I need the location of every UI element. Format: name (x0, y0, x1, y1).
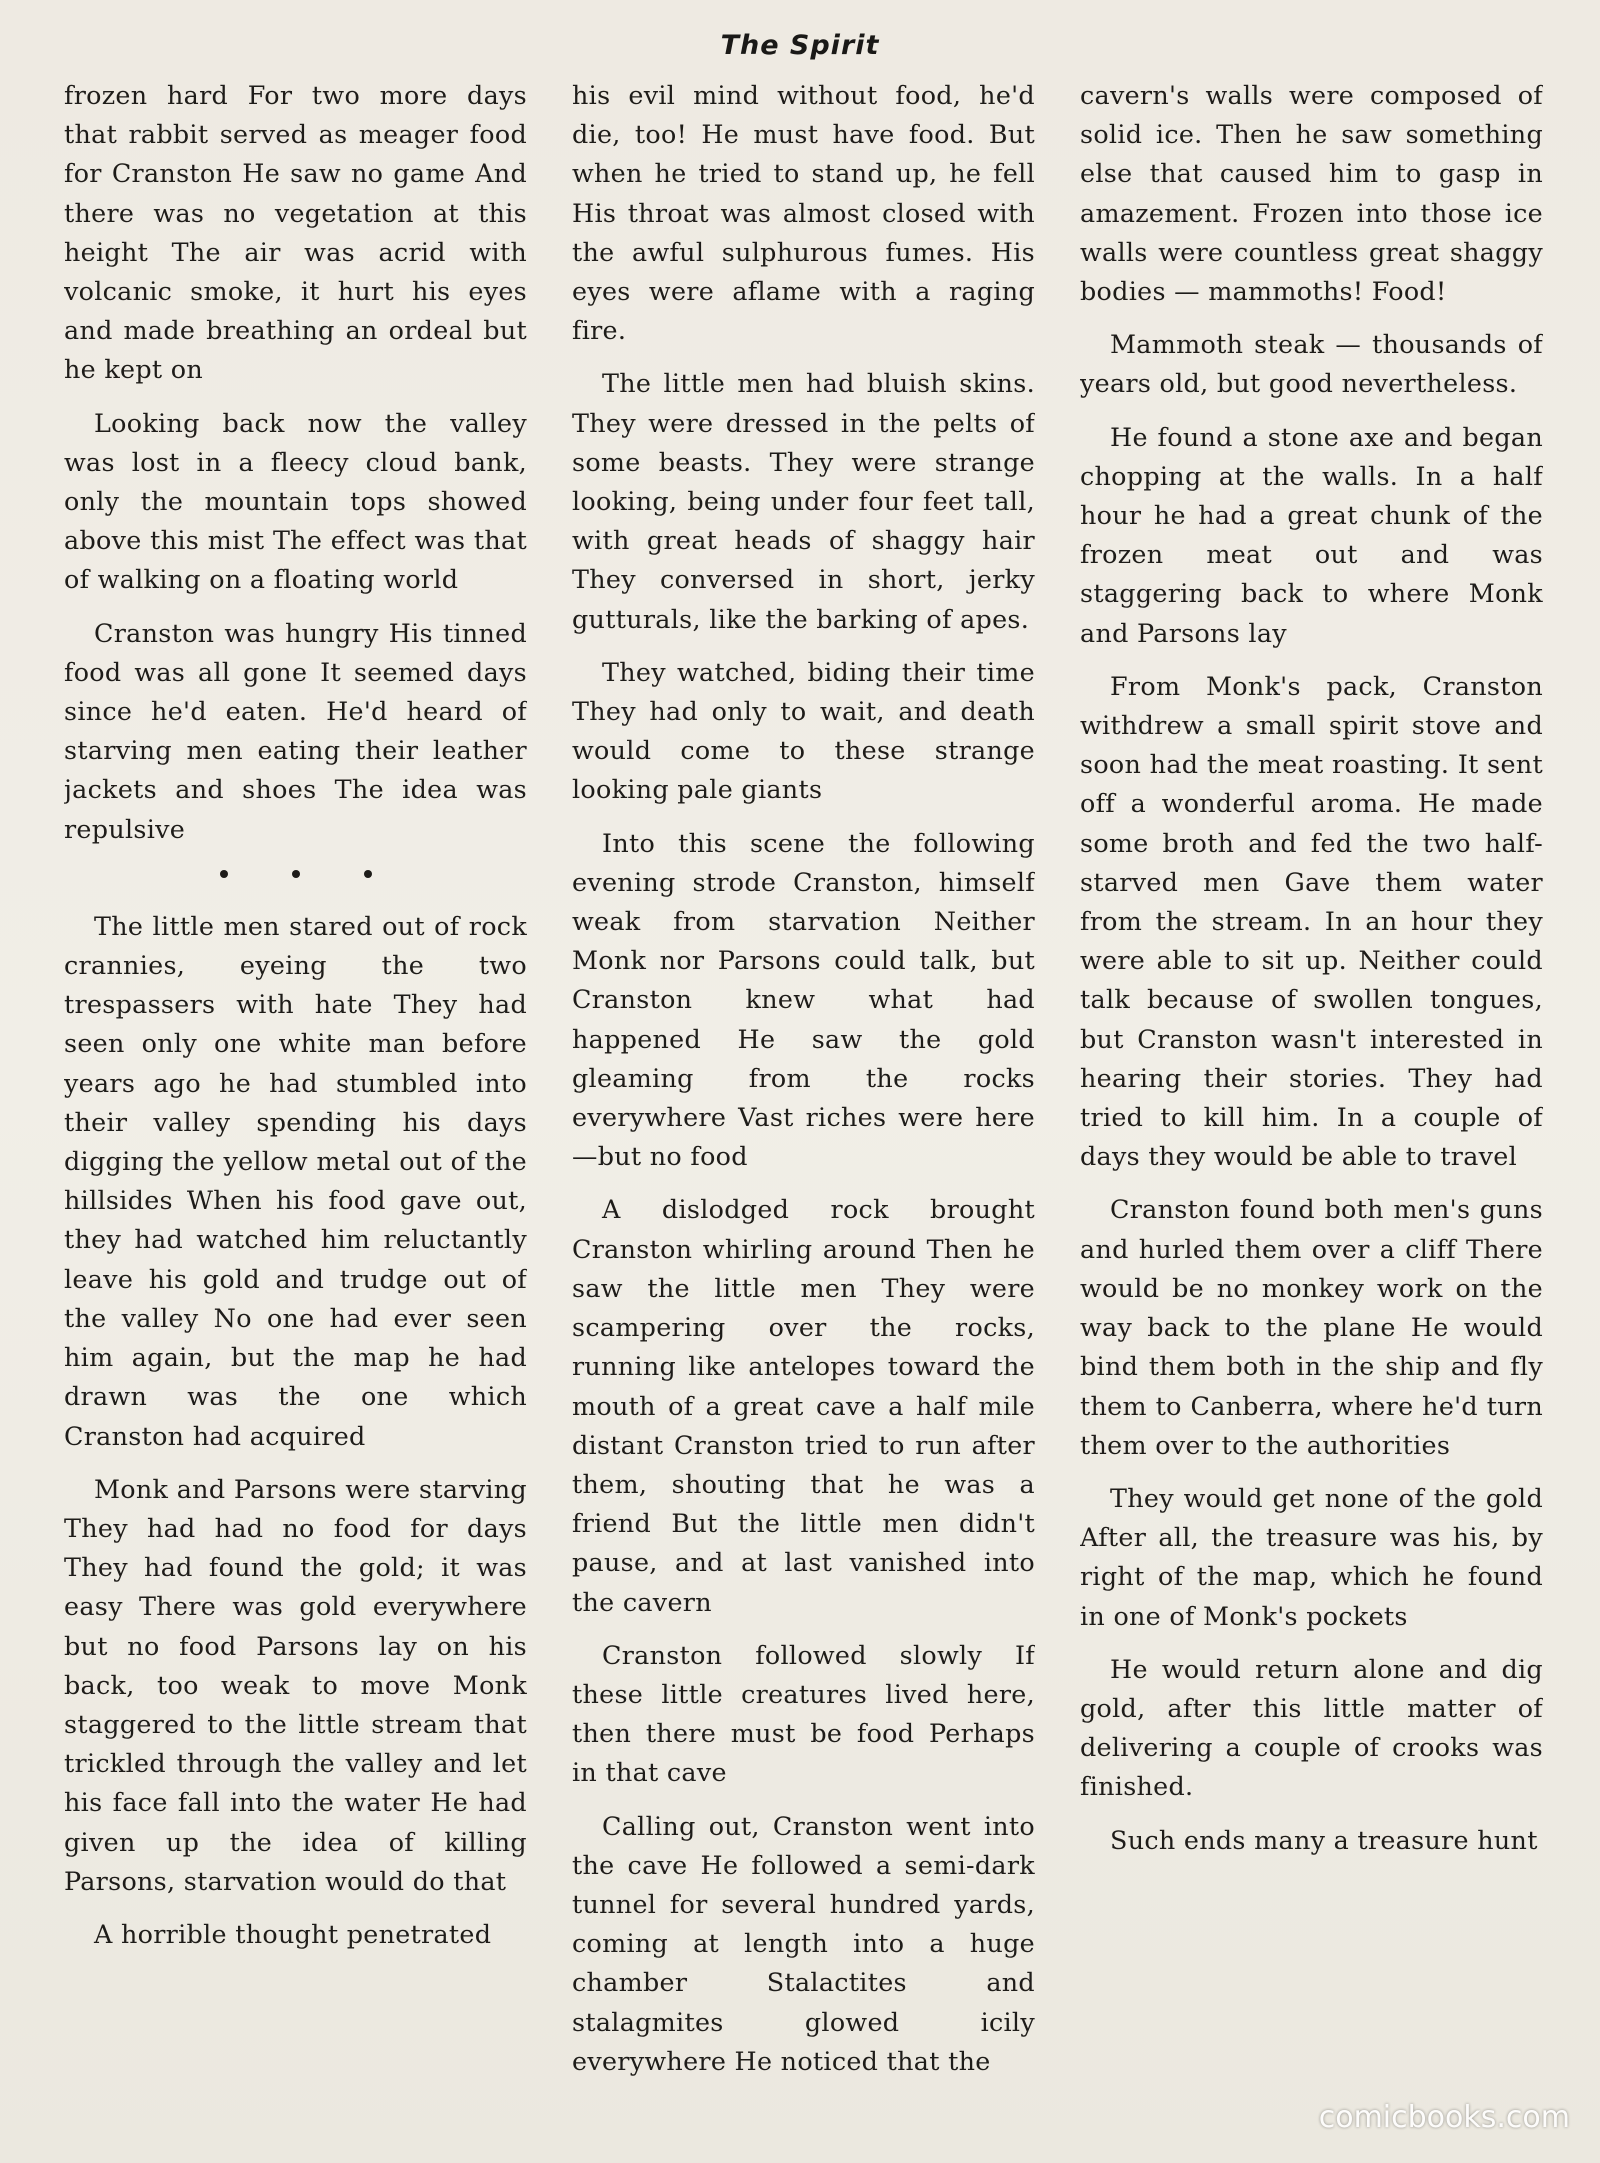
paragraph: The little men stared out of rock crannies, eyeing the two trespassers with hate They had seen only one white man before years ago he had stumbled into their valley spending his days digging the yellow metal out of the hillsides When his food gave out, they had watched him reluctantly leave his gold and trudge out of the valley No one had ever seen him again, but the map he had drawn was the one which Cranston had acquired (64, 910, 527, 1451)
text-columns (64, 76, 1544, 2076)
paragraph: Mammoth steak — thousands of years old, but good nevertheless. (1080, 329, 1543, 399)
dot-icon (292, 870, 300, 878)
paragraph: Monk and Parsons were starving They had had no food for days They had found the gold; it was easy There was gold everywhere but no food Parsons lay on his back, too weak to move Monk staggered to the little stream that trickled through the valley and let his face fall into the water He had given up the idea of killing Parsons, starvation would do that (64, 1473, 527, 1896)
paragraph: Cranston followed slowly If these little creatures lived here, then there must be food Perhaps in that cave (572, 1639, 1035, 1788)
paragraph: They would get none of the gold After all, the treasure was his, by right of the map, which he found in one of Monk's pockets (1080, 1482, 1543, 1631)
paragraph: A horrible thought penetrated (94, 1918, 492, 1949)
paragraph: frozen hard For two more days that rabbit served as meager food for Cranston He saw no game And there was no vegetation at this height The air was acrid with volcanic smoke, it hurt his eyes and made breathing an ordeal but he kept on (64, 80, 527, 385)
paragraph: Cranston found both men's guns and hurled them over a cliff There would be no monkey work on the way back to the plane He would bind them both in the ship and fly them to Canberra, where he'd turn them over to the authorities (1080, 1194, 1543, 1460)
paragraph: They watched, biding their time They had only to wait, and death would come to these strange looking pale giants (572, 656, 1035, 805)
paragraph: his evil mind without food, he'd die, too! He must have food. But when he tried to stand up, he fell His throat was almost closed with the awful sulphurous fumes. His eyes were aflame with a raging fire. (572, 80, 1035, 346)
paragraph: Such ends many a treasure hunt (1110, 1824, 1538, 1855)
paragraph: Into this scene the following evening strode Cranston, himself weak from starvation Neither Monk nor Parsons could talk, but Cranston knew what had happened He saw the gold gleaming from the rocks everywhere Vast riches were here—but no food (572, 827, 1035, 1172)
column-2 (572, 76, 1035, 2076)
page-header-title: The Spirit (720, 30, 880, 61)
column-3 (1080, 76, 1543, 2076)
section-break-dots (64, 863, 527, 885)
paragraph: Cranston was hungry His tinned food was all gone It seemed days since he'd eaten. He'd heard of starving men eating their leather jackets and shoes The idea was repulsive (64, 617, 527, 844)
watermark-logo: comicbooks.com (1318, 2100, 1570, 2135)
paragraph: A dislodged rock brought Cranston whirling around Then he saw the little men They were scampering over the rocks, running like antelopes toward the mouth of a great cave a half mile distant Cranston tried to run after them, shouting that he was a friend But the little men didn't pause, and at last vanished into the cavern (572, 1194, 1035, 1617)
column-1 (64, 76, 527, 2076)
paragraph: He found a stone axe and began chopping at the walls. In a half hour he had a great chunk of the frozen meat out and was staggering back to where Monk and Parsons lay (1080, 421, 1543, 648)
paragraph: From Monk's pack, Cranston withdrew a small spirit stove and soon had the meat roasting. It sent off a wonderful aroma. He made some broth and fed the two half-starved men Gave them water from the stream. In an hour they were able to sit up. Neither could talk because of swollen tongues, but Cranston wasn't interested in hearing their stories. They had tried to kill him. In a couple of days they would be able to travel (1080, 670, 1543, 1172)
paragraph: cavern's walls were composed of solid ice. Then he saw something else that caused him to gasp in amazement. Frozen into those ice walls were countless great shaggy bodies — mammoths! Food! (1080, 80, 1543, 307)
paragraph: Looking back now the valley was lost in a fleecy cloud bank, only the mountain tops showed above this mist The effect was that of walking on a floating world (64, 407, 527, 595)
paragraph: He would return alone and dig gold, after this little matter of delivering a couple of crooks was finished. (1080, 1653, 1543, 1802)
dot-icon (364, 870, 372, 878)
paragraph: The little men had bluish skins. They were dressed in the pelts of some beasts. They were strange looking, being under four feet tall, with great heads of shaggy hair They conversed in short, jerky gutturals, like the barking of apes. (572, 368, 1035, 634)
paragraph: Calling out, Cranston went into the cave He followed a semi-dark tunnel for several hundred yards, coming at length into a huge chamber Stalactites and stalagmites glowed icily everywhere He noticed that the (572, 1810, 1035, 2076)
dot-icon (220, 870, 228, 878)
